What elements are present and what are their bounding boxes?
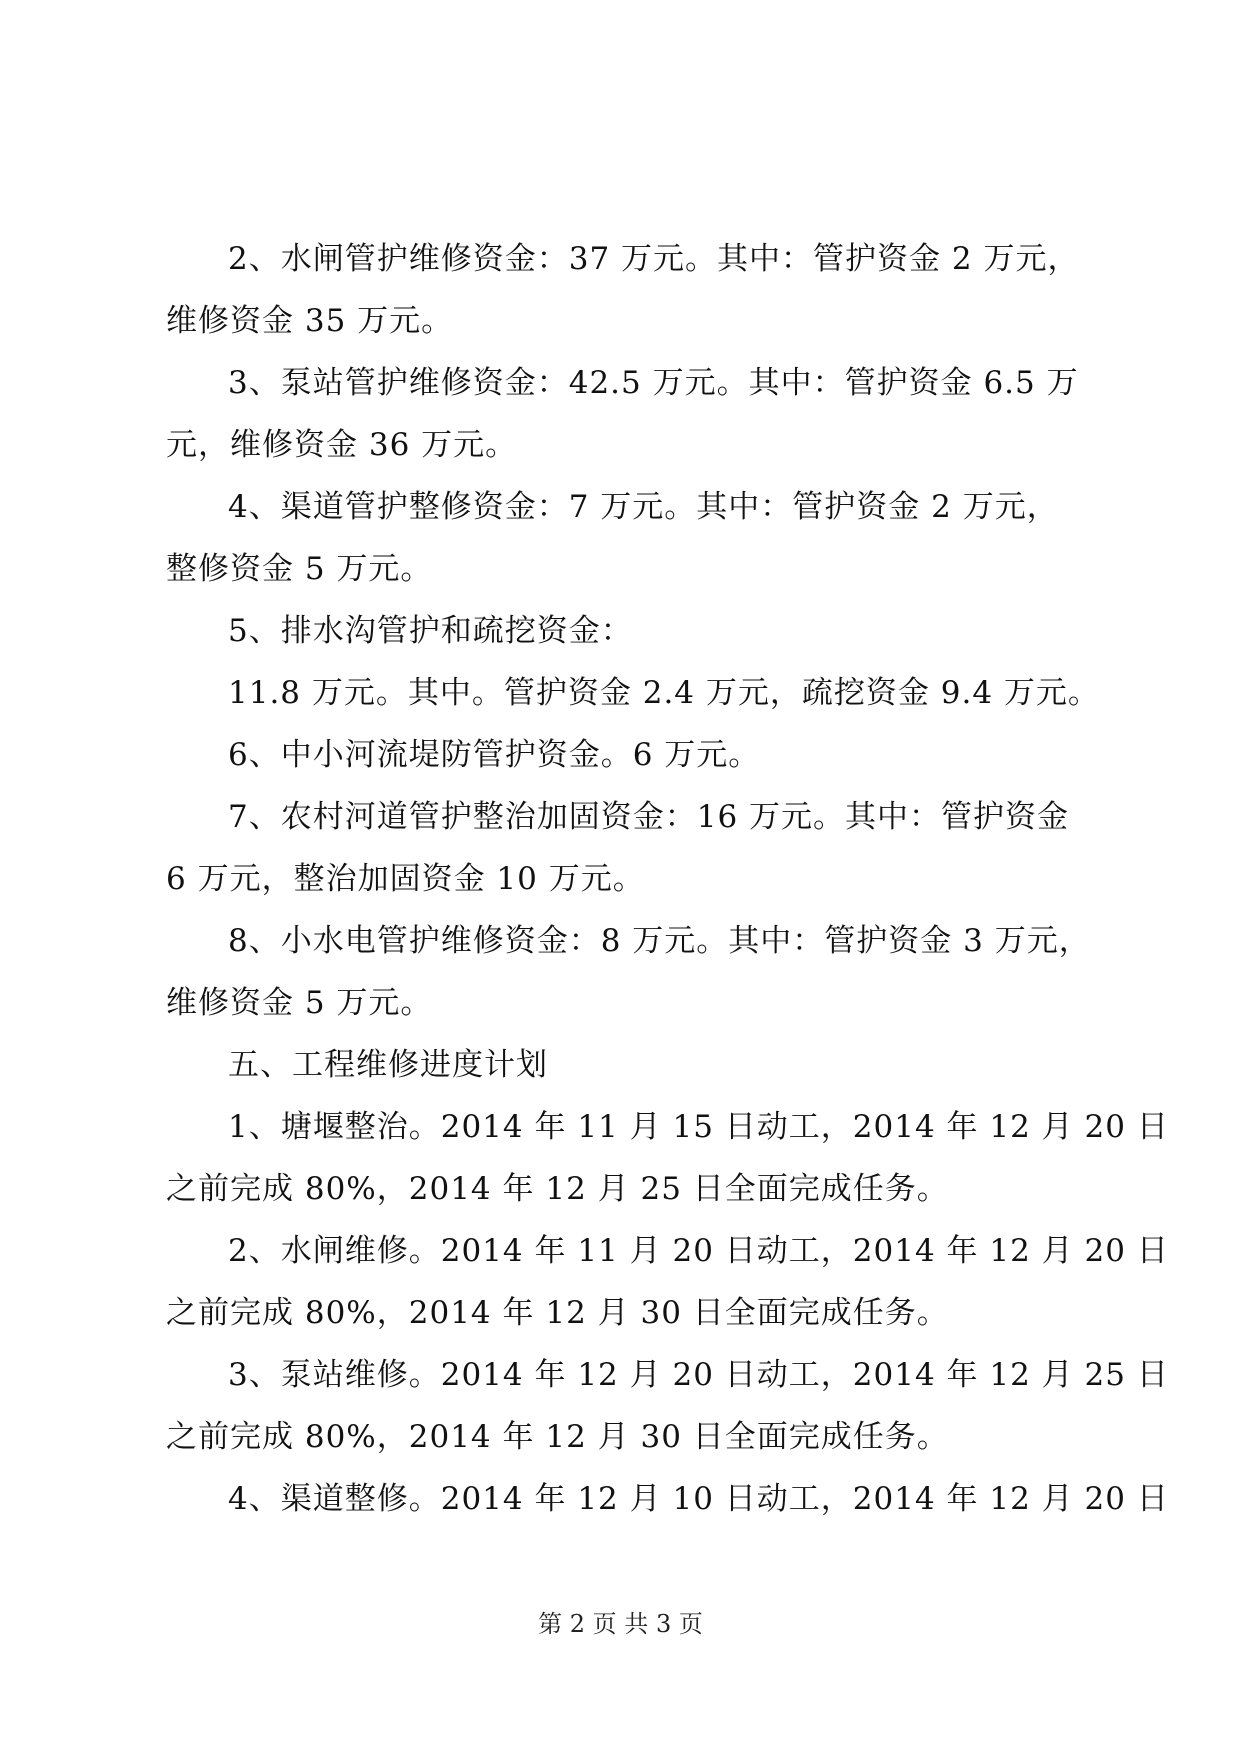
paragraph-line: 4、渠道整修。2014 年 12 月 10 日动工，2014 年 12 月 20 日 (228, 1481, 1169, 1517)
paragraph-line: 5、排水沟管护和疏挖资金： (228, 613, 633, 649)
paragraph-line: 维修资金 35 万元。 (166, 303, 454, 339)
paragraph-line: 整修资金 5 万元。 (166, 551, 433, 587)
paragraph-line: 8、小水电管护维修资金：8 万元。其中：管护资金 3 万元， (228, 923, 1091, 959)
paragraph-line: 维修资金 5 万元。 (166, 985, 433, 1021)
paragraph-line: 4、渠道管护整修资金：7 万元。其中：管护资金 2 万元， (228, 489, 1059, 525)
document-body (166, 228, 1169, 1530)
page-number-footer: 第 2 页 共 3 页 (538, 1610, 703, 1638)
paragraph-line: 之前完成 80%，2014 年 12 月 30 日全面完成任务。 (166, 1419, 949, 1455)
paragraph-line: 之前完成 80%，2014 年 12 月 30 日全面完成任务。 (166, 1295, 949, 1331)
paragraph-line: 3、泵站管护维修资金：42.5 万元。其中：管护资金 6.5 万 (228, 365, 1079, 401)
paragraph-line: 之前完成 80%，2014 年 12 月 25 日全面完成任务。 (166, 1171, 949, 1207)
paragraph-line: 元，维修资金 36 万元。 (166, 427, 518, 463)
paragraph-line: 2、水闸管护维修资金：37 万元。其中：管护资金 2 万元， (228, 241, 1080, 277)
paragraph-line: 6 万元，整治加固资金 10 万元。 (166, 861, 645, 897)
paragraph-line: 1、塘堰整治。2014 年 11 月 15 日动工，2014 年 12 月 20 日 (228, 1109, 1169, 1145)
paragraph-line: 6、中小河流堤防管护资金。6 万元。 (228, 737, 761, 773)
paragraph-line: 11.8 万元。其中。管护资金 2.4 万元，疏挖资金 9.4 万元。 (228, 675, 1100, 711)
paragraph-line: 7、农村河道管护整治加固资金：16 万元。其中：管护资金 (228, 799, 1070, 835)
paragraph-line: 3、泵站维修。2014 年 12 月 20 日动工，2014 年 12 月 25 日 (228, 1357, 1169, 1393)
paragraph-line: 2、水闸维修。2014 年 11 月 20 日动工，2014 年 12 月 20 日 (228, 1233, 1169, 1269)
section-heading: 五、工程维修进度计划 (228, 1047, 548, 1083)
